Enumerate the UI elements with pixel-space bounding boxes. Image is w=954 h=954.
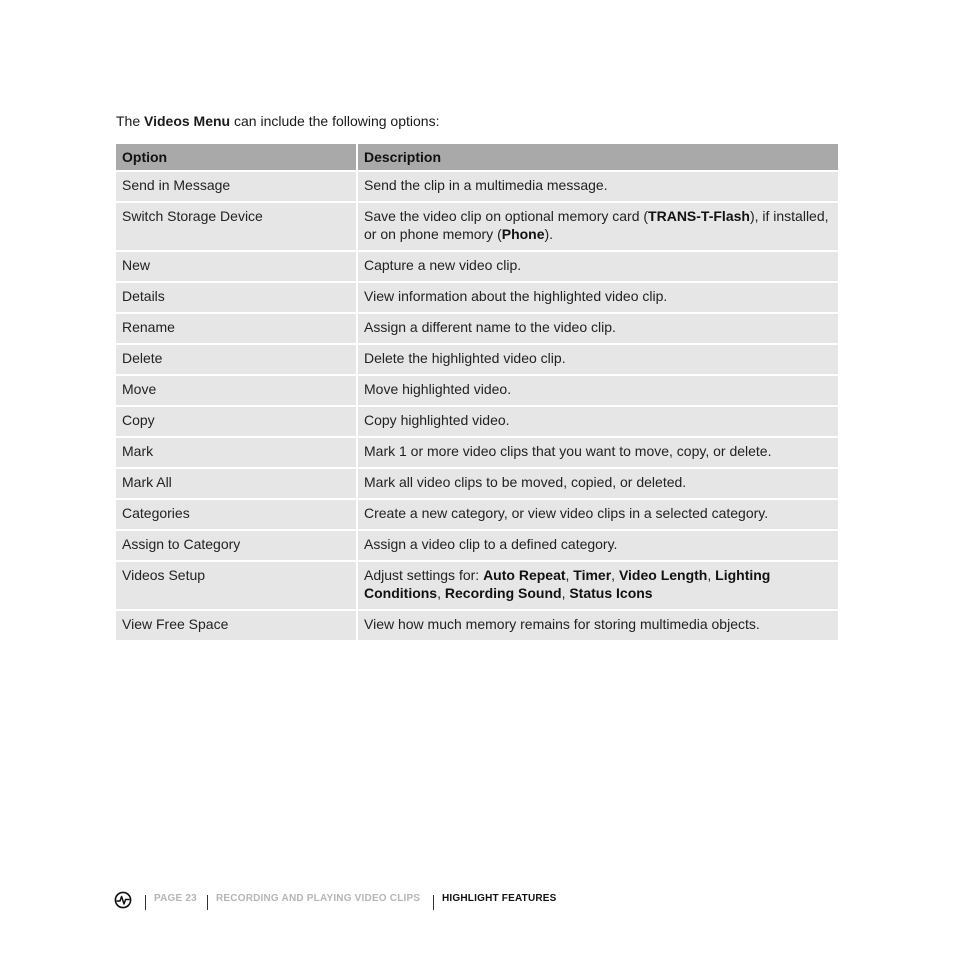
description-text: Assign a different name to the video clip.: [364, 319, 616, 335]
option-cell: Mark: [116, 438, 356, 467]
description-cell: [358, 203, 838, 250]
option-cell: Videos Setup: [116, 562, 356, 609]
description-cell: [358, 407, 838, 436]
options-table: [114, 142, 840, 642]
description-cell: [358, 500, 838, 529]
description-cell: [358, 376, 838, 405]
description-cell: [358, 611, 838, 640]
description-cell: [358, 252, 838, 281]
description-text: ,: [707, 567, 716, 583]
table-row: [116, 438, 838, 467]
option-cell: Details: [116, 283, 356, 312]
description-cell: [358, 438, 838, 467]
table-row: [116, 562, 838, 609]
description-text: Copy highlighted video.: [364, 412, 510, 428]
table-row: [116, 469, 838, 498]
table-row: [116, 345, 838, 374]
table-body: [116, 172, 838, 640]
table-row: [116, 376, 838, 405]
description-cell: [358, 172, 838, 201]
table-row: [116, 172, 838, 201]
description-cell: [358, 562, 838, 609]
description-text: Save the video clip on optional memory card (: [364, 208, 649, 224]
description-text: ,: [565, 567, 574, 583]
description-text: View information about the highlighted video clip.: [364, 288, 668, 304]
description-cell: [358, 469, 838, 498]
description-emphasis: Recording Sound: [444, 585, 562, 601]
description-emphasis: Auto Repeat: [483, 567, 566, 583]
header-option: Option: [116, 144, 356, 170]
description-emphasis: Lighting Conditions: [364, 567, 771, 601]
description-text: Mark all video clips to be moved, copied, or deleted.: [364, 474, 687, 490]
description-text: Mark 1 or more video clips that you want to move, copy, or delete.: [364, 443, 772, 459]
description-text: ,: [437, 585, 445, 601]
option-cell: Rename: [116, 314, 356, 343]
footer-section: HIGHLIGHT FEATURES: [442, 893, 557, 904]
footer-divider: [433, 895, 434, 910]
description-text: ,: [611, 567, 619, 583]
description-cell: [358, 345, 838, 374]
description-text: Send the clip in a multimedia message.: [364, 177, 608, 193]
description-text: Create a new category, or view video clips in a selected category.: [364, 505, 769, 521]
option-cell: Delete: [116, 345, 356, 374]
description-emphasis: TRANS-T-Flash: [648, 208, 750, 224]
description-cell: [358, 283, 838, 312]
table-row: [116, 500, 838, 529]
description-emphasis: Timer: [573, 567, 612, 583]
option-cell: Move: [116, 376, 356, 405]
description-text: ).: [544, 226, 554, 242]
option-cell: Copy: [116, 407, 356, 436]
header-description: Description: [358, 144, 838, 170]
description-text: Move highlighted video.: [364, 381, 512, 397]
description-cell: [358, 531, 838, 560]
intro-suffix: can include the following options:: [230, 113, 440, 129]
table-row: [116, 203, 838, 250]
footer-divider: [207, 895, 208, 910]
description-emphasis: Status Icons: [569, 585, 653, 601]
description-emphasis: Phone: [501, 226, 545, 242]
table-row: [116, 531, 838, 560]
description-text: Delete the highlighted video clip.: [364, 350, 566, 366]
option-cell: New: [116, 252, 356, 281]
description-text: Capture a new video clip.: [364, 257, 522, 273]
table-header-row: [116, 144, 838, 170]
table-row: [116, 252, 838, 281]
option-cell: Assign to Category: [116, 531, 356, 560]
table-row: [116, 314, 838, 343]
option-cell: Switch Storage Device: [116, 203, 356, 250]
intro-menu-name: Videos Menu: [144, 113, 231, 129]
footer-page-number: PAGE 23: [154, 893, 197, 904]
brand-logo-icon: [114, 891, 132, 909]
description-emphasis: Video Length: [618, 567, 708, 583]
table-row: [116, 611, 838, 640]
option-cell: Categories: [116, 500, 356, 529]
intro-prefix: The: [116, 113, 145, 129]
table-row: [116, 407, 838, 436]
description-text: ), if installed, or on phone memory (: [364, 208, 829, 242]
intro-paragraph: [116, 112, 439, 130]
option-cell: Send in Message: [116, 172, 356, 201]
description-text: View how much memory remains for storing multimedia objects.: [364, 616, 760, 632]
description-text: ,: [561, 585, 570, 601]
table-row: [116, 283, 838, 312]
description-text: Adjust settings for:: [364, 567, 484, 583]
footer-divider: [145, 895, 146, 910]
option-cell: View Free Space: [116, 611, 356, 640]
description-text: Assign a video clip to a defined category.: [364, 536, 618, 552]
description-cell: [358, 314, 838, 343]
option-cell: Mark All: [116, 469, 356, 498]
footer-chapter: RECORDING AND PLAYING VIDEO CLIPS: [216, 893, 421, 904]
